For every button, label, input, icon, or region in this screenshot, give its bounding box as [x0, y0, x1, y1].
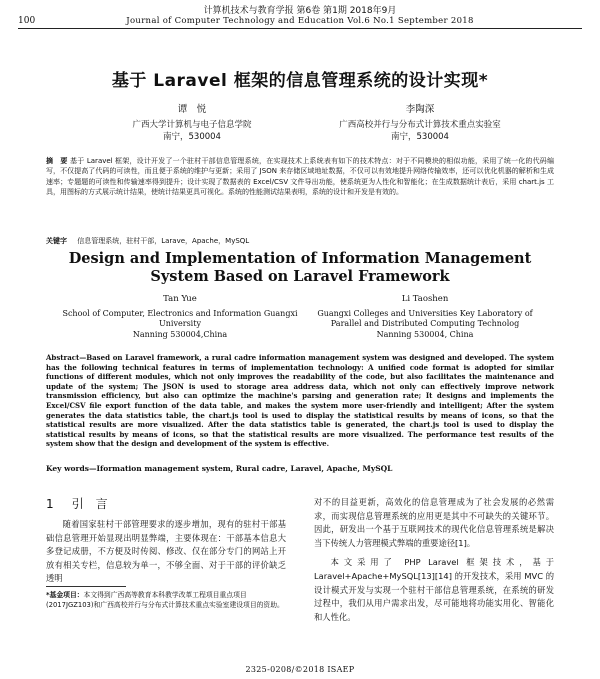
paper-title-en: Design and Implementation of Information Management System Based on Laravel Framework [68, 250, 532, 285]
section-heading-introduction [46, 495, 126, 512]
abstract-en-label: Abstract [46, 353, 80, 362]
author-affiliation: 广西大学计算机与电子信息学院 [132, 120, 252, 130]
page-number: 100 [18, 16, 36, 26]
body-paragraph: 随着国家驻村干部管理要求的逐步增加，现有的驻村干部基础信息管理开始显现出明显弊端，主要体现在：干部基本信息大多登记成册，不方便及时传阅、修改、仅在部分专门的网站上开放有相关专栏，信息较为单一，不够全面、对于干部的评价缺乏透明 [46, 519, 286, 584]
body-paragraph: 对不的目益更新，高效化的信息管理成为了社会发展的必然需求，而实现信息管理系统的应用更是其中不可缺失的关键环节。因此，研发出一个基于互联网技术的现代化信息管理系统是解决当下传统人力管理模式弊端的重要途径[1]。 [314, 497, 554, 548]
running-header-en: Journal of Computer Technology and Education Vol.6 No.1 September 2018 [126, 16, 474, 26]
keywords-en-label: Key words [46, 464, 89, 473]
section-title: 引 言 [71, 497, 108, 511]
footnote-funding [46, 590, 286, 610]
running-header-cn: 计算机技术与教育学报 第6卷 第1期 2018年9月 [203, 6, 397, 16]
author-name: 李陶深 [405, 104, 435, 115]
abstract-cn-text: 基于 Laravel 框架，设计开发了一个驻村干部信息管理系统，在实现技术上系统表有如下的技术特点：对于不同模块的相似功能，采用了统一化的代码编写，不仅提高了代码的可读性，而且便于系统的维护与更新；采用了 JSON 来存储区域地址数据，不仅可以有效地提升网络传输效率，还可以优化机器的解析和生成速率；专题题的可读性和传输速率得到提升；设计实现了数据表的 Excel/CSV 文件导出功能，使系统更为人性化和智能化；在生成数据统计表后，采用 chart.js 工具，用图标的方式展示统计结果，使统计结果更具可视化。系统的性能测试结果表明，系统的设计和开发是有效的。 [46, 157, 555, 197]
author-block-1-en [60, 294, 300, 340]
keywords-cn-text: 信息管理系统，驻村干部，Larave，Apache，MySQL [77, 237, 250, 245]
body-column-left [46, 518, 286, 586]
abstract-en-text: —Based on Laravel framework, a rural cadre information management system was designed and developed. The system has the following technical features in terms of implementation technology: A unified code format is adopted for similar functions of different modules, which not only improves the readability of the code, but also facilitates the maintenance and update of the system; The JSON is used to storage area address data, which not only can effectively improve network transmission efficiency, but also can optimize the machine's parsing and generation rate; It designs and implements the Excel/CSV file export function of the data table, and makes the system more user-friendly and intelligent; After the system generates the data statistics table, the chart.js tool is used to display the statistical results by means of icons, so that the statistical results are more visualized. After the data statistics table is generated, the chart.js tool is used to display the statistical results by means of icons, so that the statistical results are more visualized. The performance test results of the system show that the design and development of the system is effective. [46, 353, 554, 449]
paper-title-cn: 基于 Laravel 框架的信息管理系统的设计实现* [111, 71, 489, 91]
author-block-2-cn [300, 104, 540, 143]
abstract-cn-label: 摘 要 [46, 157, 68, 165]
author-block-2-en [305, 294, 545, 340]
author-city-en: Nanning 530004, China [376, 329, 474, 339]
section-number: 1 [46, 497, 54, 511]
footnote-rule [46, 586, 126, 587]
author-name-en: Li Taoshen [401, 294, 449, 304]
author-city-en: Nanning 530004,China [132, 329, 228, 339]
abstract-en [46, 353, 554, 449]
author-block-1-cn [82, 104, 302, 143]
page-footer: 2325-0208/©2018 ISAEP [245, 665, 355, 674]
body-column-right [314, 496, 554, 624]
author-name-en: Tan Yue [163, 294, 197, 304]
author-city: 南宁，530004 [391, 132, 449, 142]
author-name: 谭 悦 [177, 104, 207, 115]
abstract-cn [46, 156, 554, 198]
keywords-en [46, 464, 554, 473]
author-affiliation: 广西高校并行与分布式计算技术重点实验室 [339, 120, 501, 130]
author-city: 南宁，530004 [163, 132, 221, 142]
author-affiliation-en: Guangxi Colleges and Universities Key Laboratory of Parallel and Distributed Computing Technolog [317, 308, 533, 328]
header-rule [18, 28, 582, 29]
keywords-cn-label: 关键字 [46, 237, 67, 245]
footnote-label: *基金项目： [46, 591, 84, 599]
footnote-text: 本文得到广西高等教育本科教学改革工程项目重点项目(2017JGZ103)和广西高校并行与分布式计算技术重点实验室建设项目的资助。 [46, 591, 284, 609]
author-affiliation-en: School of Computer, Electronics and Information Guangxi University [62, 308, 298, 328]
body-paragraph: 本文采用了 PHP Laravel 框架技术，基于 Laravel+Apache+MySQL[13][14] 的开发技术，采用 MVC 的设计模式开发与实现一个驻村干部信息管理系统，在系统的研发过程中，我们从用户需求出发，尽可能地将功能实用化、智能化和人性化。 [314, 557, 554, 622]
keywords-cn [46, 236, 554, 246]
keywords-en-text: —Iformation management system, Rural cadre, Laravel, Apache, MySQL [88, 464, 393, 473]
